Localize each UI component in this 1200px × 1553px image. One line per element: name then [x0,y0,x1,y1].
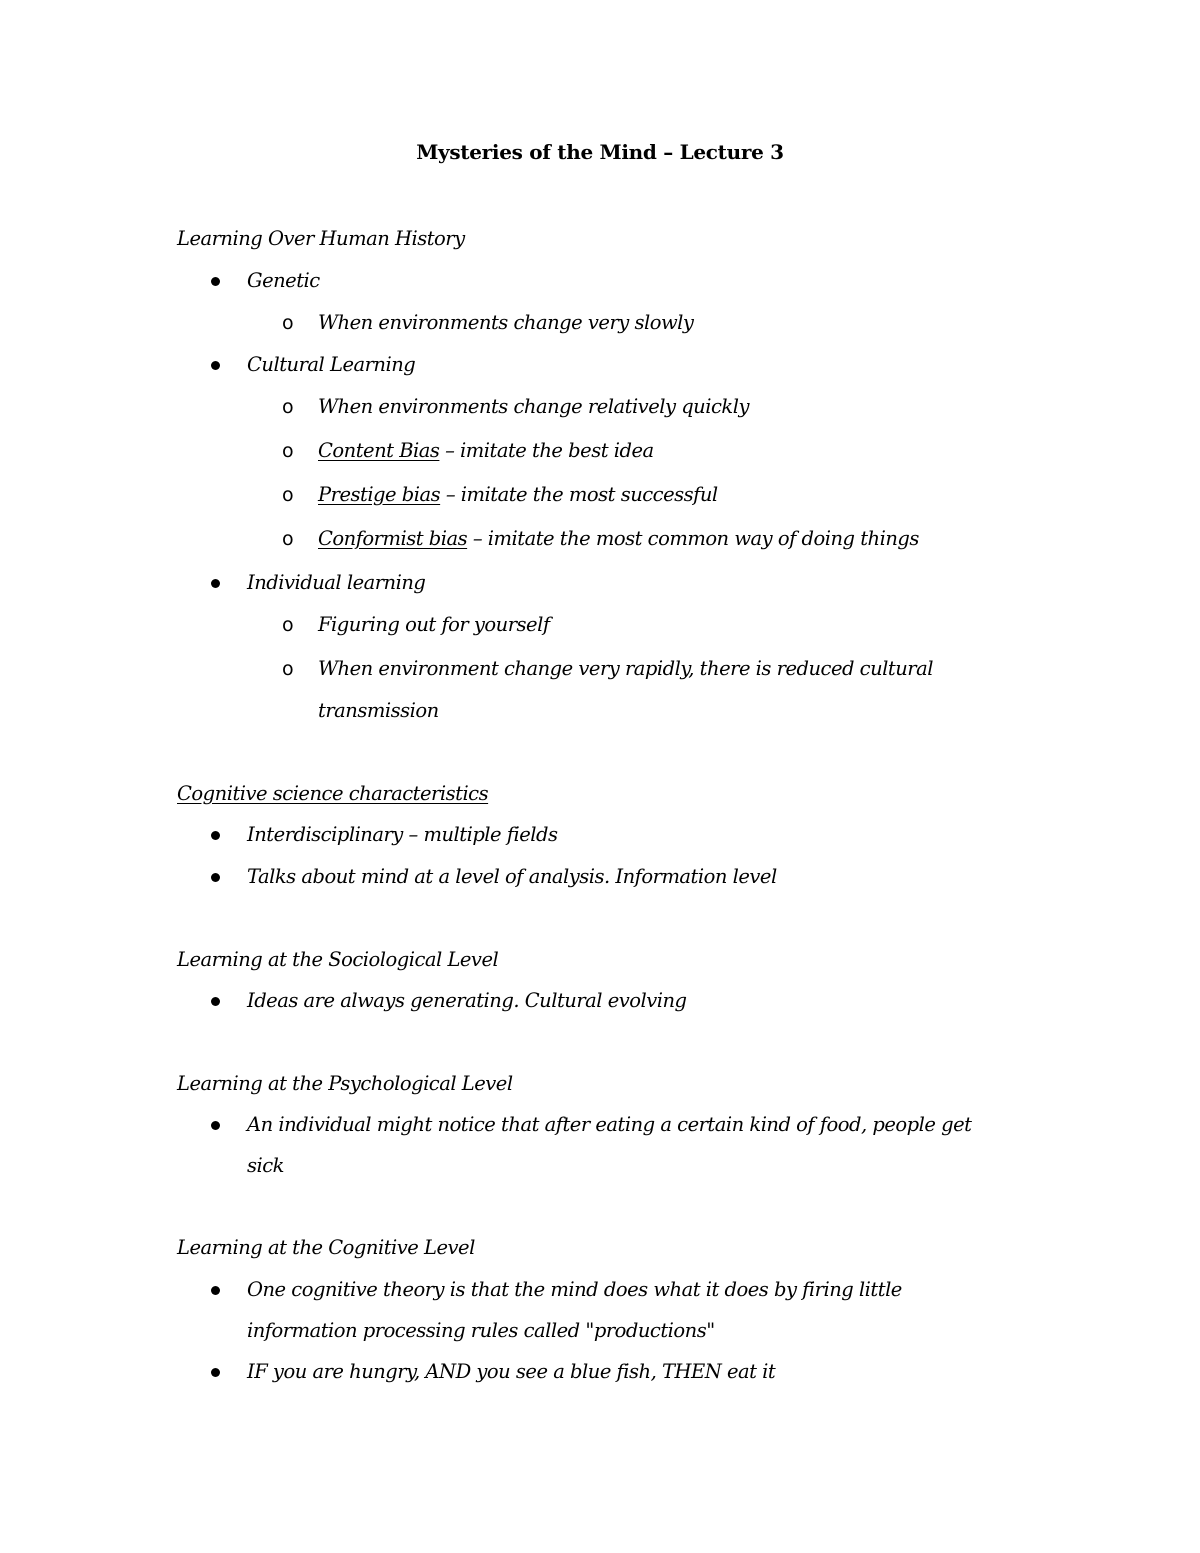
bullet-icon [211,997,220,1006]
list-item: IF you are hungry, AND you see a blue fish, THEN eat it [247,1360,776,1383]
sub-item-conformist-bias [318,525,919,553]
sub-item: When environments change very slowly [318,311,694,334]
list-item: Talks about mind at a level of analysis. Information level [247,865,777,888]
term-definition: – imitate the best idea [439,439,654,462]
bullet-icon [211,1368,220,1377]
list-item: Ideas are always generating. Cultural evolving [247,989,687,1012]
list-item-individual-learning: Individual learning [247,571,426,594]
list-item: An individual might notice that after eating a certain kind of food, people get [247,1113,972,1136]
sub-item: When environments change relatively quickly [318,395,749,418]
bullet-icon [211,873,220,882]
sub-item: When environment change very rapidly, there is reduced cultural [318,657,933,680]
section-heading-cognitive: Learning at the Cognitive Level [177,1236,475,1259]
section-heading-sociological: Learning at the Sociological Level [177,948,499,971]
list-item-cultural-learning: Cultural Learning [247,353,416,376]
term-content-bias: Content Bias [318,439,440,462]
sub-bullet-icon: o [282,614,294,636]
sub-item-prestige-bias [318,481,718,509]
section-heading-psychological: Learning at the Psychological Level [177,1072,513,1095]
list-item: Interdisciplinary – multiple fields [247,823,558,846]
list-item: One cognitive theory is that the mind does what it does by firing little [247,1278,902,1301]
term-definition: – imitate the most common way of doing things [467,527,919,550]
term-conformist-bias: Conformist bias [318,527,468,550]
list-item-continuation: information processing rules called "productions" [247,1319,715,1342]
sub-bullet-icon: o [282,396,294,418]
sub-bullet-icon: o [282,528,294,550]
page-title: Mysteries of the Mind – Lecture 3 [416,140,784,164]
sub-bullet-icon: o [282,658,294,680]
list-item-genetic: Genetic [247,269,320,292]
sub-bullet-icon: o [282,484,294,506]
sub-bullet-icon: o [282,312,294,334]
term-prestige-bias: Prestige bias [318,483,441,506]
list-item-continuation: sick [247,1154,284,1177]
bullet-icon [211,277,220,286]
term-definition: – imitate the most successful [440,483,718,506]
bullet-icon [211,1286,220,1295]
bullet-icon [211,831,220,840]
bullet-icon [211,1121,220,1130]
section-heading-cognitive-science: Cognitive science characteristics [177,782,489,805]
bullet-icon [211,579,220,588]
bullet-icon [211,361,220,370]
sub-item: Figuring out for yourself [318,613,550,636]
sub-item-content-bias [318,437,654,465]
sub-bullet-icon: o [282,440,294,462]
sub-item-continuation: transmission [318,699,439,722]
section-heading-learning-history: Learning Over Human History [177,227,465,250]
